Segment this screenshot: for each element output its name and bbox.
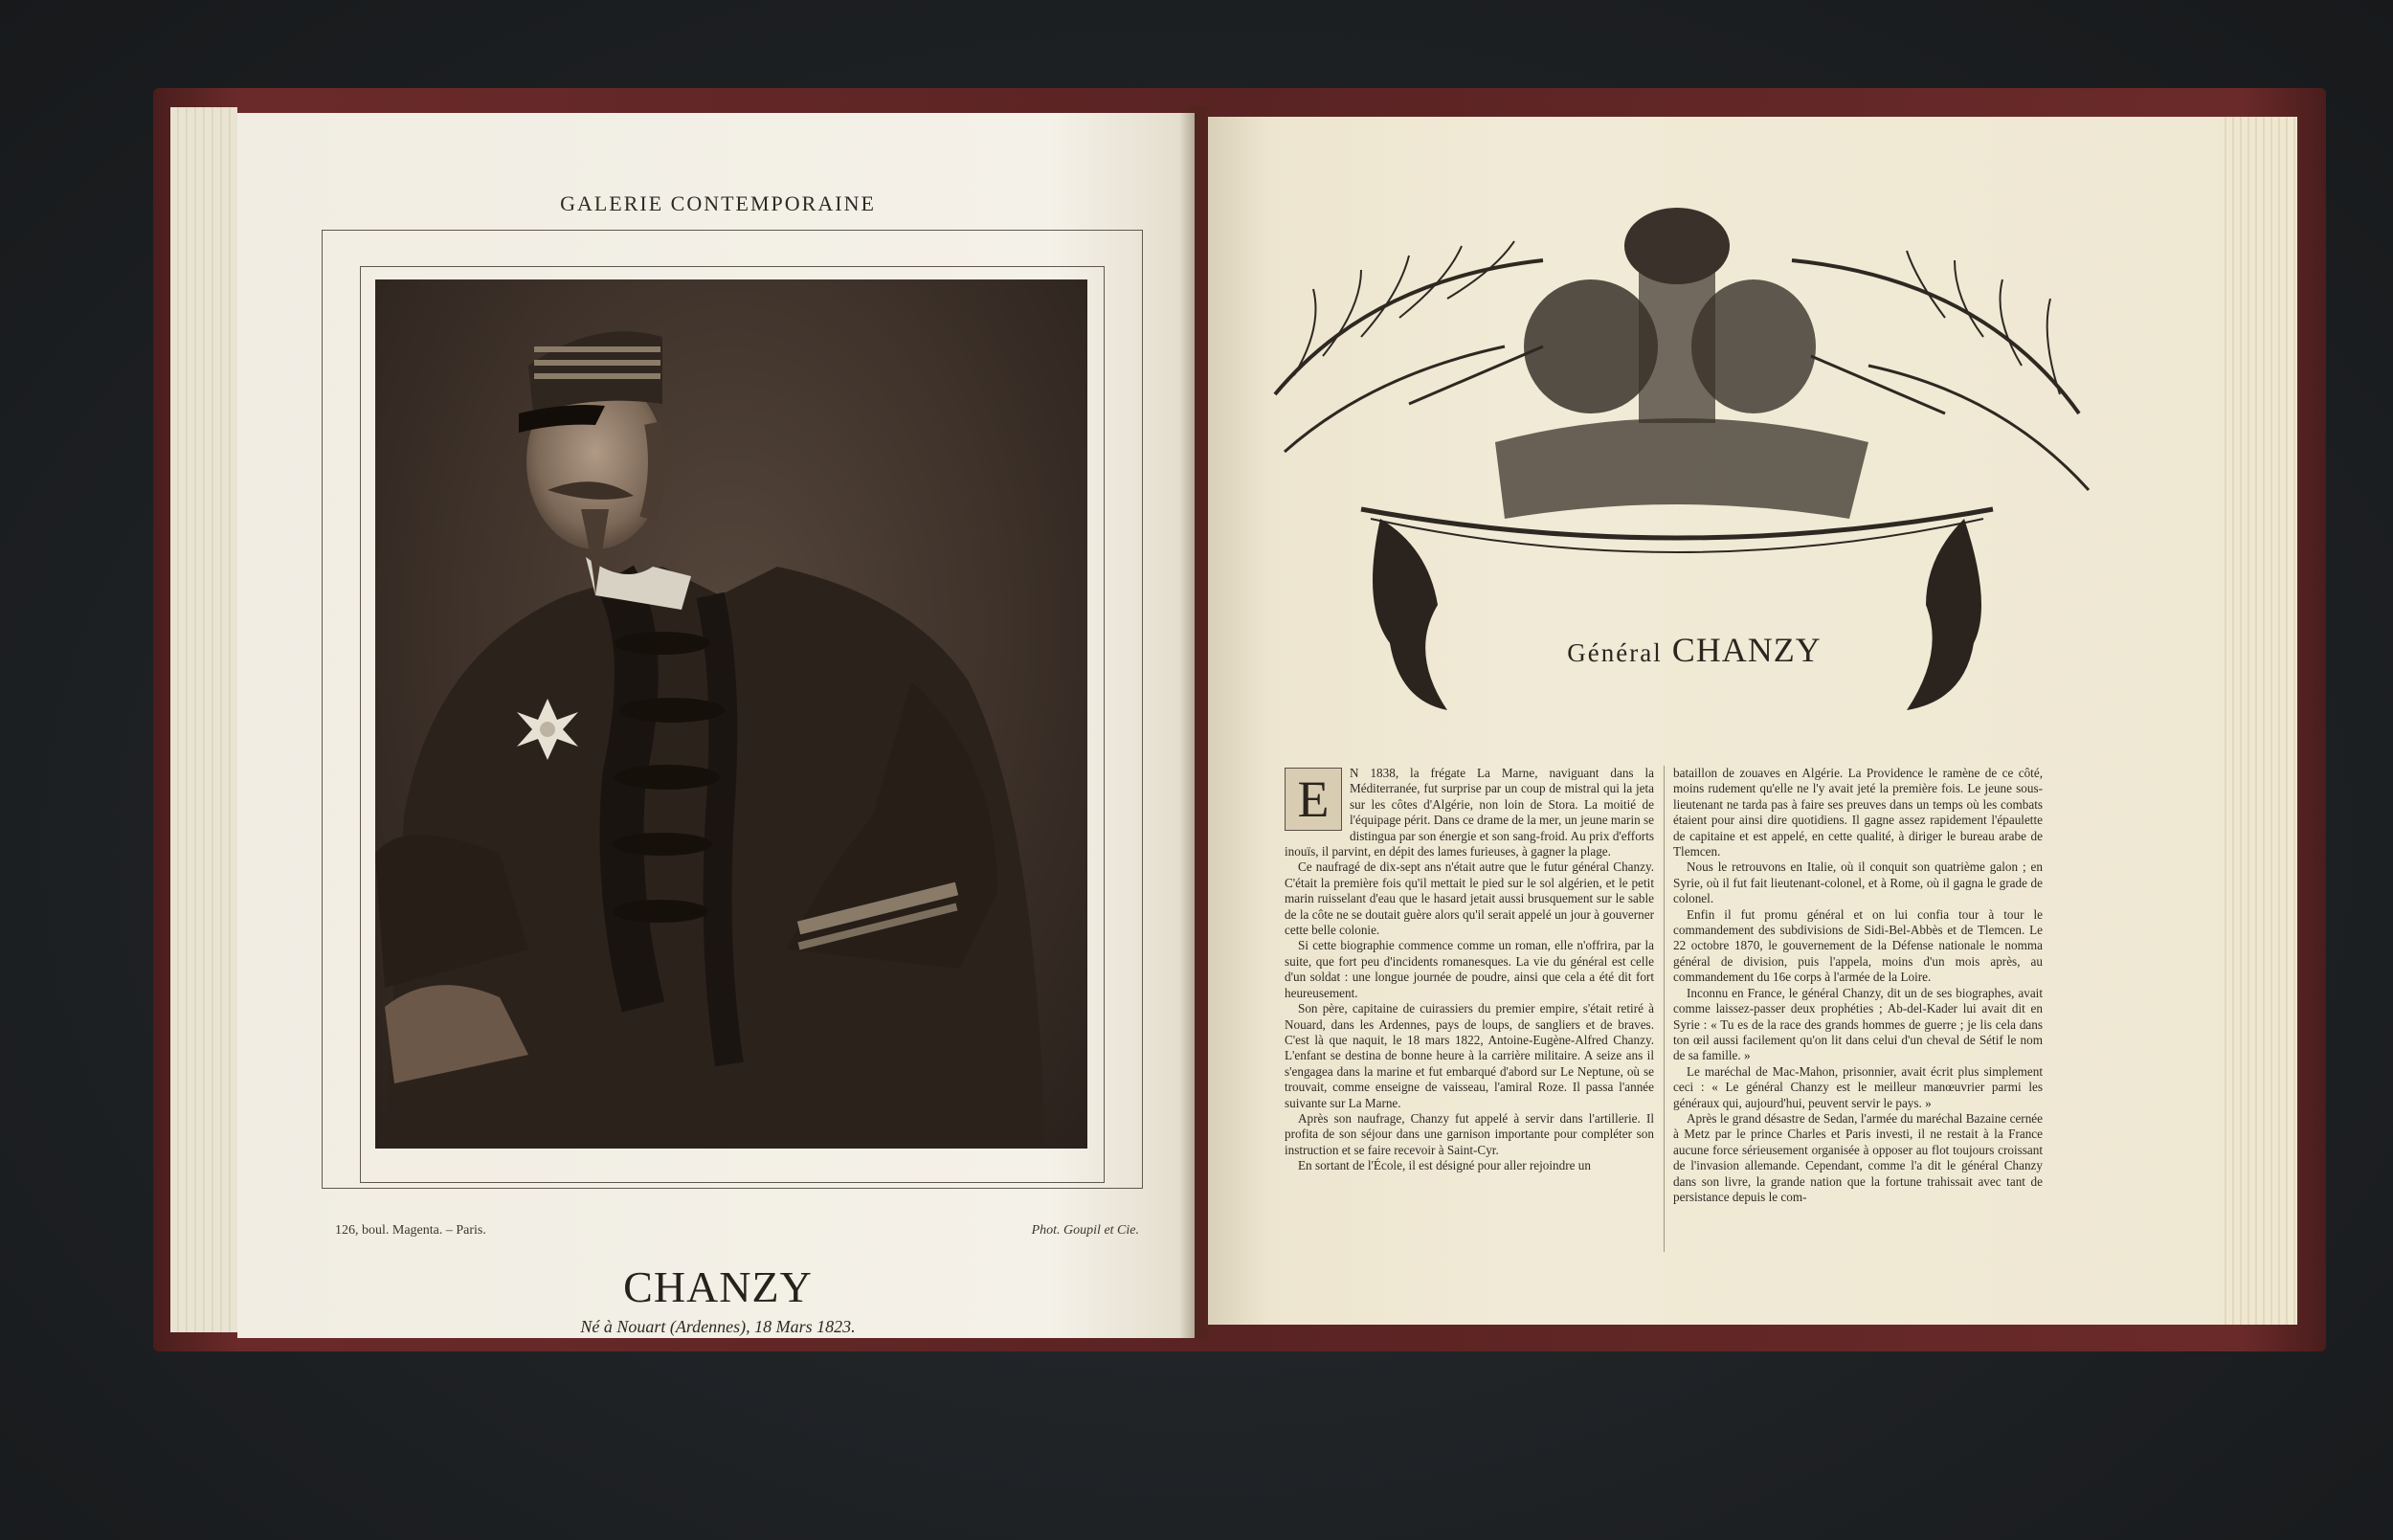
paragraph: Inconnu en France, le général Chanzy, dit un de ses biographes, avait comme laissez-passer deux prophéties ; Ab-del-Kader lui avait dit en Syrie : « Tu es de la race des grands hommes de guerre ; je lis cela dans ton œil aussi facilement qu'on lit dans celui d'un cheval de Sétif le nom de sa famille. » <box>1673 985 2043 1063</box>
paragraph: Le maréchal de Mac-Mahon, prisonnier, avait écrit plus simplement ceci : « Le général Chanzy est le meilleur manœuvrier parmi les généraux qui, aujourd'hui, peuvent servir le pays. » <box>1673 1063 2043 1110</box>
portrait-caption: Né à Nouart (Ardennes), 18 Mars 1823. <box>580 1317 856 1336</box>
left-page-edges <box>170 107 237 1332</box>
chapter-title-name: CHANZY <box>1671 631 1822 669</box>
drop-cap: E <box>1285 768 1342 831</box>
column-separator <box>1664 766 1665 1252</box>
paragraph: Après son naufrage, Chanzy fut appelé à servir dans l'artillerie. Il profita de son séjour dans une garnison importante pour compléter son instruction et se faire recevoir à Saint-Cyr. <box>1285 1110 1654 1157</box>
paragraph: N 1838, la frégate La Marne, naviguant dans la Méditerranée, fut surprise par un coup de mistral qui la jeta sur les côtes d'Algérie, non loin de Stora. La moitié de l'équipage périt. Dans ce drame de la mer, un jeune marin se distingua par son énergie et son sang-froid. Au prix d'efforts inouïs, il parvint, en dépit des lames furieuses, à gagner la plage. <box>1285 766 1654 859</box>
chapter-title <box>1493 630 1895 670</box>
kepi-cap <box>528 331 662 413</box>
paragraph: Son père, capitaine de cuirassiers du premier empire, s'était retiré à Nouard, dans les Ardennes, pays de loups, de sangliers et de braves. C'est là que naquit, le 18 mars 1822, Antoine-Eugène-Alfred Chanzy. L'enfant se destina de bonne heure à la carrière militaire. A seize ans il s'engagea dans la marine et fut embarqué d'abord sur Le Neptune, où se trouvait, comme enseigne de vaisseau, l'amiral Roze. Il passa l'année suivante sur La Marne. <box>1285 1001 1654 1110</box>
paragraph: Enfin il fut promu général et on lui confia tour à tour le commandement des subdivisions de Sidi-Bel-Abbès et de Tlemcen. Le 22 octobre 1870, le gouvernement de la Défense nationale le nomma général de division, puis l'appela, moins d'un mois après, au commandement du 16e corps à l'armée de la Loire. <box>1673 906 2043 985</box>
drape-tassel-right <box>1907 519 1981 710</box>
photographer-credit: Phot. Goupil et Cie. <box>1031 1223 1139 1238</box>
portrait-figure <box>375 279 1087 1149</box>
paragraph: Ce naufragé de dix-sept ans n'était autre que le futur général Chanzy. C'était la première fois qu'il mettait le pied sur le sol algérien, et le petit marin ruisselant d'eau que le hasard jetait aussi brusquement sur le sable de la côte ne se doutait guère alors qu'il serait appelé un jour à gouverner cette belle colonie. <box>1285 859 1654 938</box>
text-column-right <box>1673 766 2043 1263</box>
sideburn <box>648 423 657 519</box>
right-page-edges <box>2219 117 2297 1325</box>
portrait-photograph <box>375 279 1087 1149</box>
paragraph: Après le grand désastre de Sedan, l'armée du maréchal Bazaine cernée à Metz par le prince Charles et Paris investi, il ne restait à la France aucune force sérieusement organisée à opposer au flot toujours croissant de l'invasion allemande. Cependant, comme l'a dit le général Chanzy dans son livre, la grande nation que la fortune trahissait avec tant de persistance depuis le com- <box>1673 1110 2043 1204</box>
portrait-name: CHANZY <box>623 1262 813 1311</box>
paragraph: Si cette biographie commence comme un roman, elle n'offrira, par la suite, que fort peu d'incidents romanesques. La vie du général est celle d'un soldat : une longue journée de poudre, ainsi que cela a été dit fort heureusement. <box>1285 938 1654 1000</box>
paragraph: bataillon de zouaves en Algérie. La Providence le ramène de ce côté, moins rudement qu'elle ne l'y avait jeté la première fois. Le jeune sous-lieutenant ne tarda pas à faire ses preuves dans un temps où les combats étaient pour ainsi dire quotidiens. Il gagne assez rapidement l'épaulette de capitaine et est appelé, en cette qualité, à diriger le bureau arabe de Tlemcen. <box>1673 766 2043 859</box>
publisher-credit: 126, boul. Magenta. – Paris. <box>335 1223 486 1238</box>
central-figures <box>1495 208 1868 519</box>
running-head: GALERIE CONTEMPORAINE <box>560 191 876 215</box>
chapter-title-prefix: Général <box>1567 638 1663 667</box>
text-column-left <box>1285 766 1654 1263</box>
drape-tassel-left <box>1373 519 1447 710</box>
paragraph: En sortant de l'École, il est désigné pour aller rejoindre un <box>1298 1158 1591 1173</box>
paragraph: Nous le retrouvons en Italie, où il conquit son quatrième galon ; en Syrie, où il fut fait lieutenant-colonel, et à Rome, où il gagna le grade de colonel. <box>1673 859 2043 906</box>
